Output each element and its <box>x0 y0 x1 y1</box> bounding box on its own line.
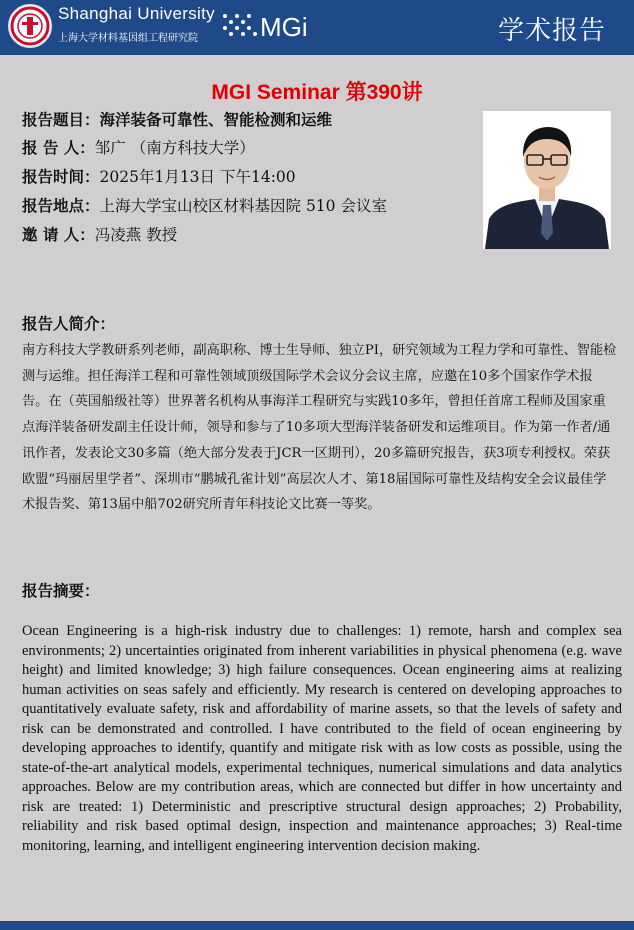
university-name-cn: 上海大学材料基因组工程研究院 <box>58 33 198 44</box>
mgi-logo-text: MGi <box>260 12 308 42</box>
bio-heading: 报告人简介： <box>22 314 116 333</box>
place-value: 上海大学宝山校区材料基因院 510 会议室 <box>99 197 387 215</box>
host-label: 邀 请 人： <box>22 225 95 244</box>
header-title: 学术报告 <box>497 16 606 46</box>
topic-line <box>22 108 332 130</box>
speaker-value: 邹广 （南方科技大学） <box>94 139 255 157</box>
topic-value: 海洋装备可靠性、智能检测和运维 <box>99 110 333 129</box>
speaker-line <box>22 136 255 158</box>
seminar-title: MGI Seminar 第390讲 <box>211 81 423 104</box>
place-line <box>22 194 387 216</box>
time-value: 2025年1月13日 下午14:00 <box>99 168 296 186</box>
abstract-text: Ocean Engineering is a high-risk industry due to challenges: 1) remote, harsh and complex sea environments; 2) uncertainties originated from inherent variabilities in physical phenomena (e.g. wave height) and limited knowledge; 3) high failure consequences. Ocean engineering aims at realizing human activities on seas safely and efficiently. My research is centered on developing approaches to quantitatively evaluate safety, risk and affordability of marine assets, so that the levels of safety and risk can be demonstrated and controlled. I have contributed to the field of ocean engineering by developing approaches to identify, quantify and mitigate risk with as low costs as possible, using the state-of-the-art analytical models, experimental techniques, numerical simulations and data analytics approaches. Below are my contribution areas, which are connected but differ in how uncertainty and risk are treated: 1) Deterministic and prescriptive structural design approaches; 2) Probability, reliability and risk based optimal design, inspection and maintenance approaches; 3) Real-time monitoring, learning, and intelligent engineering intervention decision making. <box>22 623 622 854</box>
topic-label: 报告题目： <box>22 110 100 129</box>
mgi-logo-icon <box>222 7 308 43</box>
host-line <box>22 223 177 245</box>
bio-text: 南方科技大学教研系列老师，副高职称、博士生导师、独立PI，研究领域为工程力学和可靠性、智能检测与运维。担任海洋工程和可靠性领域顶级国际学术会议分会议主席，应邀在10多个国家作学术报告。在（英国船级社等）世界著名机构从事海洋工程研究与实践10多年，曾担任首席工程师及国家重点海洋装备研发副主任设计师，领导和参与了10多项大型海洋装备研发和运维项目。作为第一作者/通讯作者，发表论文30多篇（绝大部分发表于JCR一区期刊），20多篇研究报告，获3项专利授权。荣获欧盟“玛丽居里学者”、深圳市“鹏城孔雀计划”高层次人才、第18届国际可靠性及结构安全会议最佳学术报告奖、第13届中船702研究所青年科技论文比赛一等奖。 <box>22 343 617 513</box>
university-seal-icon <box>10 6 50 46</box>
footer-bar <box>0 921 634 930</box>
abstract-heading: 报告摘要： <box>22 581 100 600</box>
speaker-label: 报 告 人： <box>22 138 95 157</box>
university-name-en: Shanghai University <box>58 4 215 23</box>
time-line <box>22 165 296 187</box>
speaker-photo <box>483 111 611 249</box>
time-label: 报告时间： <box>22 167 100 186</box>
host-value: 冯凌燕 教授 <box>94 226 178 244</box>
header-banner <box>0 0 634 55</box>
place-label: 报告地点： <box>22 196 100 215</box>
university-logo <box>8 4 52 48</box>
